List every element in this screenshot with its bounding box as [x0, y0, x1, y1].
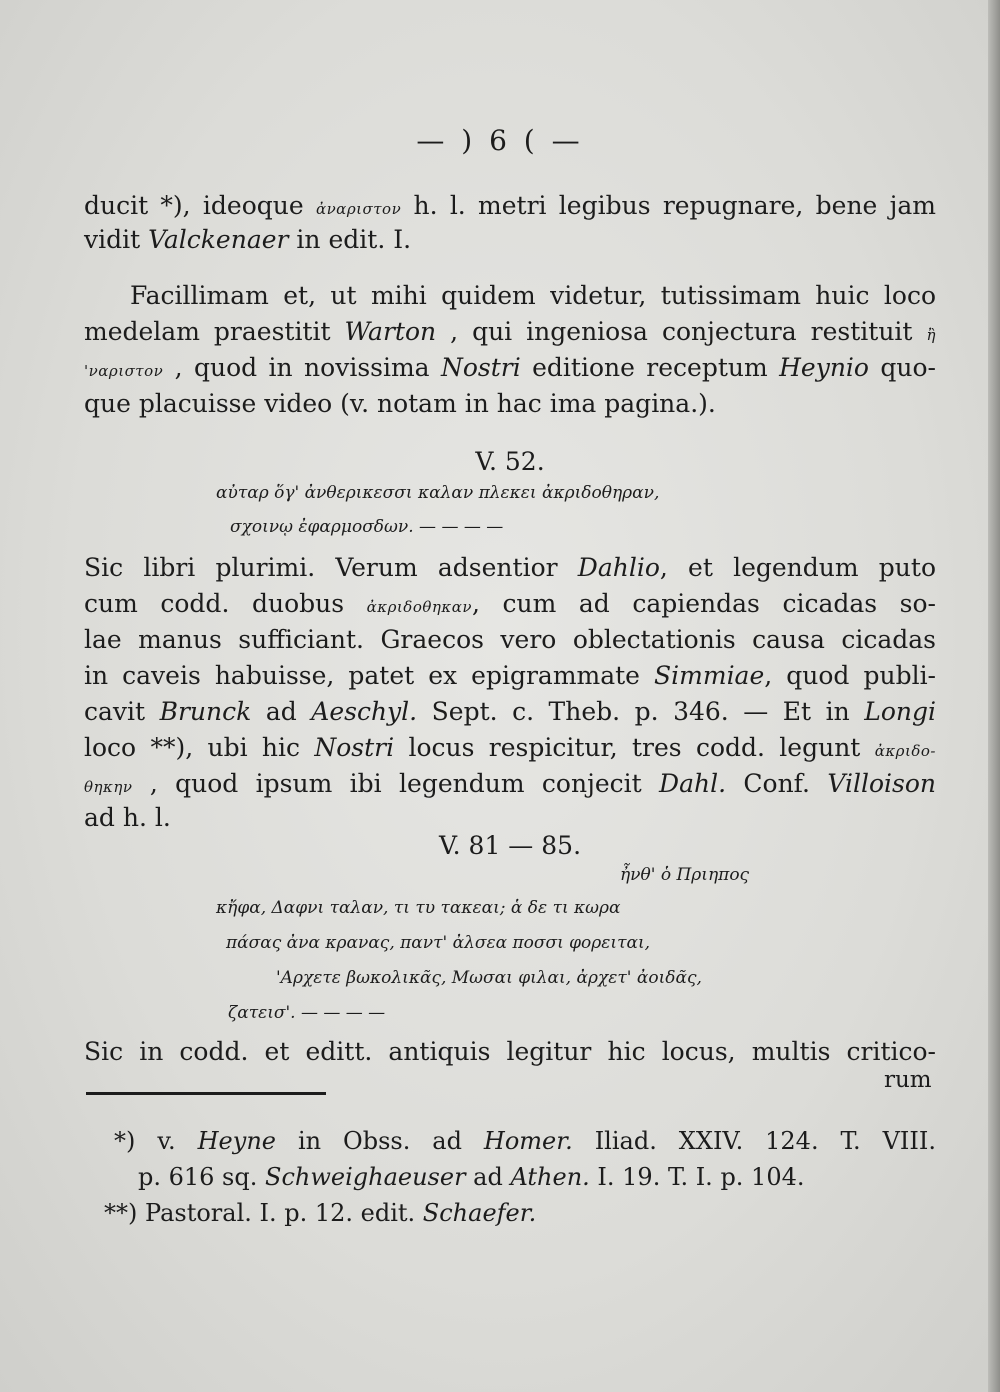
section-heading-v52: V. 52.	[475, 447, 545, 476]
greek-verse-line: ἦνθ' ὁ Πριηπος	[620, 865, 750, 885]
greek-verse-line: πάσας ἀνα κρανας, παντ' ἀλσεα ποσσι φορειται,	[226, 933, 651, 953]
para2-line3: 'ναριστον , quod in novissima Nostri editione receptum Heynio quo-	[84, 353, 936, 382]
footnote-1-line2: p. 616 sq. Schweighaeuser ad Athen. I. 19. T. I. p. 104.	[138, 1163, 805, 1191]
para3-line6: loco **), ubi hic Nostri locus respicitur, tres codd. legunt ἀκριδο-	[84, 733, 936, 762]
para3-line1: Sic libri plurimi. Verum adsentior Dahlio, et legendum puto	[84, 553, 937, 582]
para4-line1: Sic in codd. et editt. antiquis legitur hic locus, multis critico-	[84, 1037, 936, 1066]
greek-verse-line: 'Αρχετε βωκολικᾶς, Μωσαι φιλαι, ἀρχετ' ἀοιδᾶς,	[276, 968, 702, 988]
para2-line2: medelam praestitit Warton , qui ingeniosa conjectura restituit ἢ	[84, 317, 936, 346]
para3-line3: lae manus sufficiant. Graecos vero oblectationis causa cicadas	[84, 625, 936, 654]
page-edge-shadow	[988, 0, 1000, 1392]
para3-line4: in caveis habuisse, patet ex epigrammate Simmiae, quod publi-	[84, 661, 937, 690]
para4-catchword: rum	[884, 1067, 932, 1093]
para2-line4: que placuisse video (v. notam in hac ima pagina.).	[84, 389, 716, 418]
page-number-header: — ) 6 ( —	[416, 124, 584, 157]
para3-line7: θηκην , quod ipsum ibi legendum conjecit Dahl. Conf. Villoison	[84, 769, 936, 798]
greek-verse-line: σχοινῳ ἐφαρμοσδων. — — — —	[230, 517, 504, 537]
para1-line2: vidit Valckenaer in edit. I.	[84, 225, 412, 254]
footnote-1-line1: *) v. Heyne in Obss. ad Homer. Iliad. XXIV. 124. T. VIII.	[114, 1127, 937, 1155]
para3-line8: ad h. l.	[84, 803, 171, 832]
greek-verse-line: ζατεισ'. — — — —	[228, 1003, 386, 1023]
para2-line1: Facillimam et, ut mihi quidem videtur, tutissimam huic loco	[130, 281, 936, 310]
para1-line1: ducit *), ideoque ἀναριστον h. l. metri legibus repugnare, bene jam	[84, 191, 936, 220]
greek-verse-line: κἤφα, Δαφνι ταλαν, τι τυ τακεαι; ἁ δε τι κωρα	[216, 898, 621, 918]
footnote-2: **) Pastoral. I. p. 12. edit. Schaefer.	[104, 1199, 537, 1227]
section-heading-v81-85: V. 81 — 85.	[438, 831, 582, 860]
greek-verse-line: αὐταρ ὅγ' ἀνθερικεσσι καλαν πλεκει ἀκριδοθηραν,	[216, 483, 660, 503]
para3-line2: cum codd. duobus ἀκριδοθηκαν, cum ad capiendas cicadas so-	[84, 589, 936, 618]
para3-line5: cavit Brunck ad Aeschyl. Sept. c. Theb. p. 346. — Et in Longi	[84, 697, 936, 726]
footnote-divider	[86, 1092, 326, 1095]
